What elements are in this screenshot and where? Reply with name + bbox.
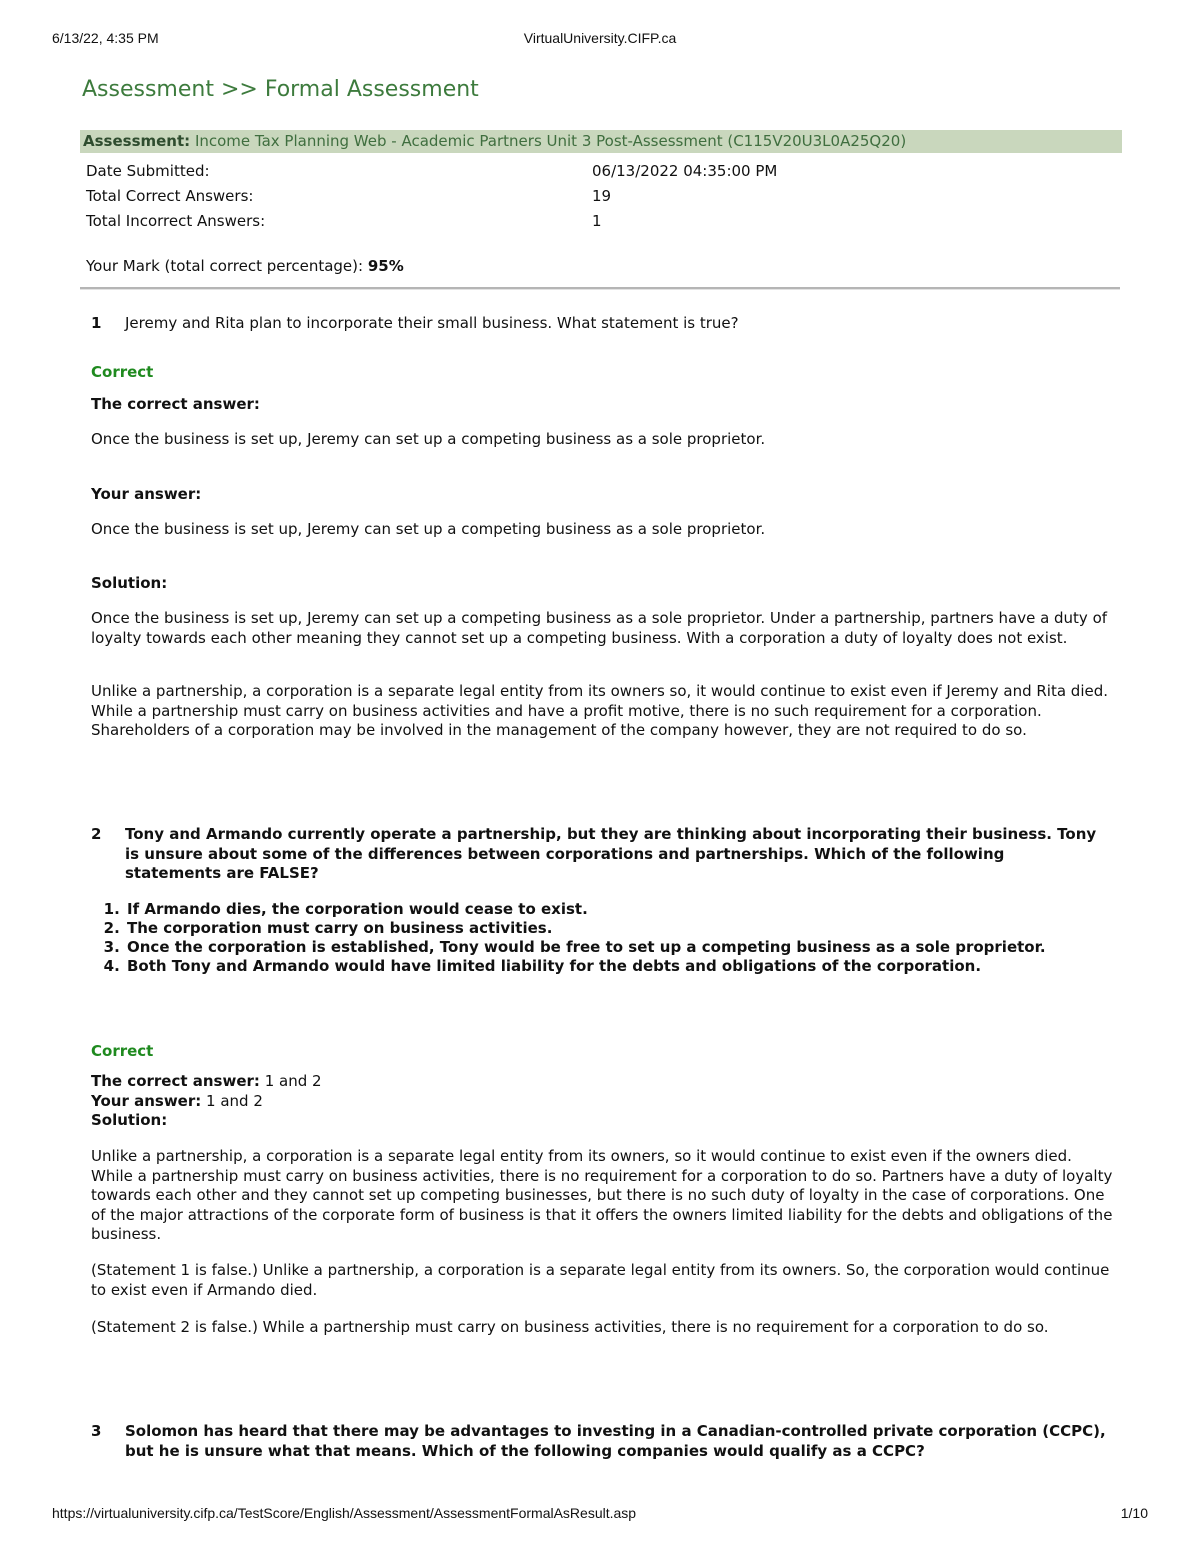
correct-answer-text: Once the business is set up, Jeremy can set up a competing business as a sole proprietor. [91, 430, 766, 448]
result-status: Correct [91, 1042, 154, 1060]
result-status: Correct [91, 363, 154, 381]
question-number: 2 [91, 825, 102, 843]
total-incorrect-label: Total Incorrect Answers: [86, 212, 266, 230]
summary-row-correct [86, 186, 1116, 211]
total-incorrect-value: 1 [592, 212, 602, 230]
print-header [52, 30, 1148, 50]
your-answer-text: Once the business is set up, Jeremy can set up a competing business as a sole proprietor. [91, 520, 766, 538]
question-number: 3 [91, 1422, 102, 1440]
assessment-label: Assessment: [83, 132, 191, 150]
page-number: 1/10 [1120, 1505, 1148, 1521]
your-answer-label: Your answer: [91, 485, 202, 503]
print-site-name: VirtualUniversity.CIFP.ca [523, 30, 677, 46]
question-3 [91, 1422, 1111, 1460]
solution-label: Solution: [91, 1111, 168, 1129]
total-correct-label: Total Correct Answers: [86, 187, 254, 205]
question-number: 1 [91, 314, 102, 332]
solution-paragraph: Unlike a partnership, a corporation is a separate legal entity from its owners so, it would continue to exist even if Jeremy and Rita died. While a partnership must carry on business activities and have a profit motive, there is no such requirement for a corporation. Shareholders of a corporation may be involved in the management of the company however, they are not required to do so. [91, 682, 1109, 739]
question-text: Jeremy and Rita plan to incorporate their small business. What statement is true? [125, 314, 739, 332]
option-item: 1. If Armando dies, the corporation would cease to exist. [125, 900, 1115, 919]
correct-answer-label: The correct answer: [91, 395, 260, 413]
option-item: 3. Once the corporation is established, Tony would be free to set up a competing business as a sole proprietor. [125, 938, 1115, 957]
question-1 [91, 314, 1111, 332]
your-mark [86, 257, 404, 275]
question-text: Solomon has heard that there may be advantages to investing in a Canadian-controlled private corporation (CCPC), but he is unsure what that means. Which of the following companies would qualify as a CCPC? [125, 1422, 1106, 1460]
solution-paragraph: (Statement 2 is false.) While a partnership must carry on business activities, there is no requirement for a corporation to do so. [91, 1318, 1049, 1336]
print-footer [52, 1505, 1148, 1525]
solution-label: Solution: [91, 574, 168, 592]
solution-paragraph: Unlike a partnership, a corporation is a separate legal entity from its owners, so it would continue to exist even if the owners died. While a partnership must carry on business activities, there is no requirement for a corporation to do so. Partners have a duty of loyalty towards each other and they cannot set up competing businesses, but there is no such duty of loyalty in the case of corporations. One of the major attractions of the corporate form of business is that it offers the owners limited liability for the debts and obligations of the business. [91, 1147, 1113, 1243]
summary-row-date [86, 161, 1116, 186]
your-answer-text: 1 and 2 [206, 1091, 263, 1110]
answer-block [91, 1072, 1111, 1131]
correct-answer-text: 1 and 2 [264, 1072, 322, 1090]
answer-options [125, 900, 1115, 976]
divider [80, 287, 1120, 290]
correct-answer-label: The correct answer: [91, 1072, 260, 1090]
page-url: https://virtualuniversity.cifp.ca/TestScore/English/Assessment/AssessmentFormalAsResult.asp [52, 1505, 637, 1521]
print-datetime: 6/13/22, 4:35 PM [52, 30, 159, 46]
assessment-bar [80, 130, 1122, 153]
question-2 [91, 825, 1111, 882]
assessment-name: Income Tax Planning Web - Academic Partners Unit 3 Post-Assessment (C115V20U3L0A25Q20) [194, 132, 907, 150]
solution-paragraph: Once the business is set up, Jeremy can set up a competing business as a sole proprietor. Under a partnership, partners have a duty of loyalty towards each other meaning they cannot set up a competing business. With a corporation a duty of loyalty does not exist. [91, 609, 1108, 647]
your-answer-label: Your answer: [91, 1091, 202, 1110]
your-mark-label: Your Mark (total correct percentage): [86, 257, 364, 275]
question-text: Tony and Armando currently operate a partnership, but they are thinking about incorporating their business. Tony is unsure about some of the differences between corporations and partnerships. Which of the following statements are FALSE? [125, 825, 1097, 882]
page-title: Assessment >> Formal Assessment [82, 77, 479, 102]
date-submitted-label: Date Submitted: [86, 162, 210, 180]
solution-paragraph: (Statement 1 is false.) Unlike a partnership, a corporation is a separate legal entity from its owners. So, the corporation would continue to exist even if Armando died. [91, 1261, 1110, 1299]
date-submitted-value: 06/13/2022 04:35:00 PM [592, 162, 778, 180]
results-summary [86, 161, 1116, 236]
option-item: 2. The corporation must carry on business activities. [125, 919, 1115, 938]
total-correct-value: 19 [592, 187, 612, 205]
summary-row-incorrect [86, 211, 1116, 236]
option-item: 4. Both Tony and Armando would have limited liability for the debts and obligations of the corporation. [125, 957, 1115, 976]
your-mark-value: 95% [367, 257, 404, 275]
